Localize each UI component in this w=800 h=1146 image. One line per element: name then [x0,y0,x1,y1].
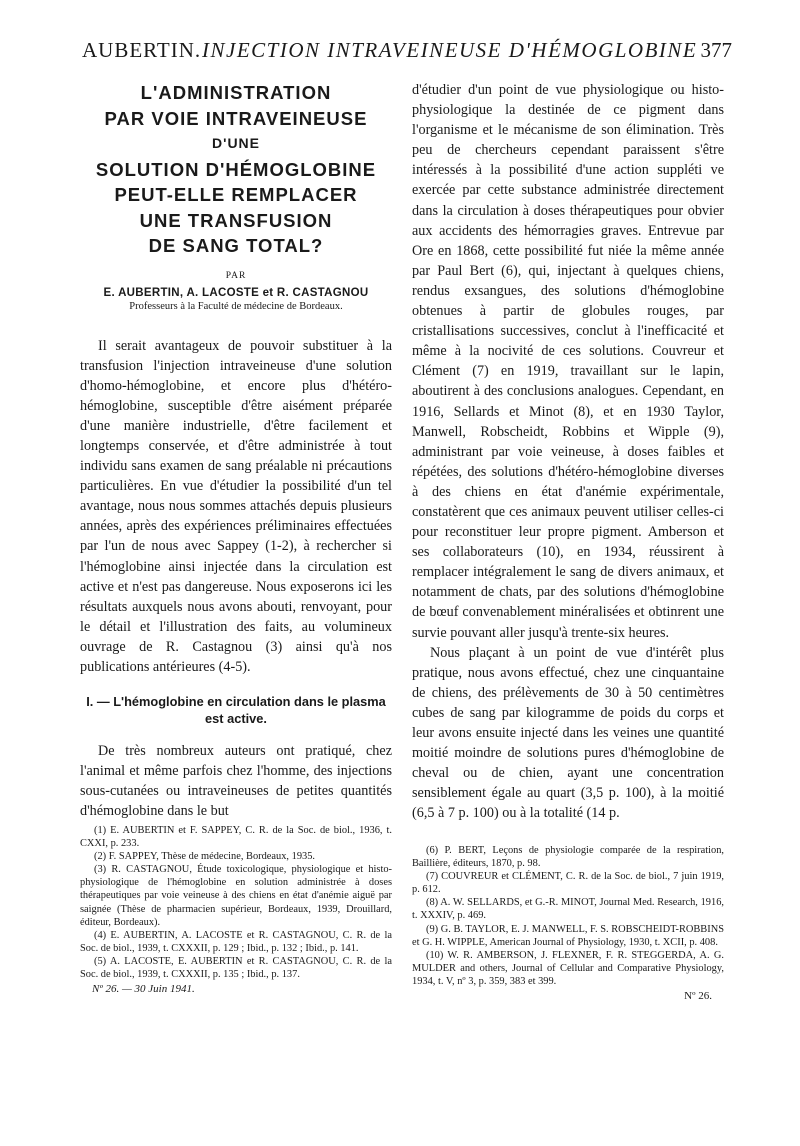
article-authors: E. AUBERTIN, A. LACOSTE et R. CASTAGNOU [103,286,369,299]
second-paragraph: Nous plaçant à un point de vue d'intérêt plus pratique, nous avons effectué, chez une cinquantaine de chiens, des prélèvements de 30 à 50 centimètres cubes de sang par kilogramme de poids du corps et leur avons ensuite injecté dans les veines une quantité moitié moindre de solutions pures d'hémoglobine de cheval ou de chien, ayant une concentration sensiblement égale au quart (3,5 p. 100), à la moitié (6,5 à 7 p. 100) ou à la totalité (14 p. [412,644,724,822]
title-line: SOLUTION D'HÉMOGLOBINE [95,158,377,180]
footnote: (5) A. LACOSTE, E. AUBERTIN et R. CASTAGNOU, C. R. de la Soc. de biol., 1939, t. CXXXII, p. 135 ; Ibid., p. 137. [80,955,392,981]
header-running-title: INJECTION INTRAVEINEUSE D'HÉMOGLOBINE [202,38,698,62]
footnote: (3) R. CASTAGNOU, Étude toxicologique, physiologique et histo-physiologique de l'hémoglobine en solution administrée à doses thérapeutiques par voie veineuse à des chiens en état d'anémie aiguë par saignée (Thèse de pharmacien supérieur, Bordeaux, 1939, Drouillard, éditeur, Bordeaux). [80,864,392,928]
footnotes-right [412,844,724,1003]
author-affiliation: Professeurs à la Faculté de médecine de Bordeaux. [129,300,343,312]
footnote: (8) A. W. SELLARDS, et G.-R. MINOT, Journal Med. Research, 1916, t. XXXIV, p. 469. [412,897,724,922]
intro-paragraph: Il serait avantageux de pouvoir substituer à la transfusion l'injection intraveineuse d'une solution d'homo-hémoglobine, et encore plus d'hétéro-hémoglobine, susceptible d'être aisément préparée d'une manière industrielle, d'être facilement et longtemps conservée, et d'être administrée à tout individu sans examen de sang préalable ni précautions particulières. En vue d'étudier la possibilité d'un tel avantage, nous nous sommes attachés depuis plusieurs années, après des expériences préliminaires effectuées par l'un de nous avec Sappey (1-2), à rechercher si l'hémoglobine ainsi injectée dans la circulation est active et n'est pas dangereuse. Nous exposerons ici les résultats auxquels nous avons abouti, renvoyant, pour le détail et l'illustration des faits, au volumineux ouvrage de R. Castagnou (3) ainsi qu'à nos publications antérieures (4-5). [80,337,392,675]
footnote: (2) F. SAPPEY, Thèse de médecine, Bordeaux, 1935. [94,851,315,863]
footnote: (4) E. AUBERTIN, A. LACOSTE et R. CASTAGNOU, C. R. de la Soc. de biol., 1939, t. CXXXII, p. 129 ; Ibid., p. 132 ; Ibid., p. 141. [80,929,392,954]
footnotes-left [80,824,392,996]
byline-par: PAR [225,270,247,281]
right-column [412,80,724,823]
page-number: 377 [700,38,732,62]
footnote: (1) E. AUBERTIN et F. SAPPEY, C. R. de la Soc. de biol., 1936, t. CXXI, p. 233. [80,825,392,850]
section-paragraph: De très nombreux auteurs ont pratiqué, chez l'animal et même parfois chez l'homme, des injections sous-cutanées ou intraveineuses de petites quantités d'hémoglobine dans le but [80,743,392,820]
running-header [82,38,732,72]
issue-footer: Nº 26. — 30 Juin 1941. [92,983,195,996]
footnote: (10) W. R. AMBERSON, J. FLEXNER, F. R. STEGGERDA, A. G. MULDER and others, Journal of Cellular and Comparative Physiology, 1934, t. V, nº 3, p. 359, 383 et 399. [412,949,724,987]
title-line: PEUT-ELLE REMPLACER [114,184,358,205]
issue-number: Nº 26. [684,990,712,1003]
left-column [80,80,392,821]
title-line: D'UNE [212,135,260,151]
footnote: (9) G. B. TAYLOR, E. J. MANWELL, F. S. ROBSCHEIDT-ROBBINS et G. H. WIPPLE, American Journal of Physiology, 1930, t. XCII, p. 408. [412,923,724,948]
footnote: (6) P. BERT, Leçons de physiologie comparée de la respiration, Baillière, éditeurs, 1870, p. 98. [412,845,724,870]
continuation-paragraph: d'étudier d'un point de vue physiologique ou histo-physiologique la destinée de ce pigment dans l'organisme et le mécanisme de son élimination. Très peu de chercheurs cependant paraissent s'être intéressés à la possibilité d'une action suppléti ve exercée par cette substance administrée directement dans la circulation à doses thérapeutiques pour obvier aux accidents des hémorragies graves. Entrevue par Ore en 1868, cette possibilité fut niée la même année par Paul Bert (6), qui, injectant à quelques chiens, rendus exsangues, des solutions d'hémoglobine obtenues à partir de globules rouges, par cristallisations successives, conclut à l'inefficacité et même à la nocivité de ces solutions. Couvreur et Clément (7) en 1919, travaillant sur le lapin, aboutirent à des conclusions analogues. Cependant, en 1916, Sellards et Minot (8), et en 1930 Taylor, Manwell, Robscheidt, Robbins et Wipple (9), administrant par voie veineuse, à doses faibles et répétées, des solutions d'hétéro-hémoglobine diverses à des chiens en état d'anémie expérimentale, constatèrent que ces animaux peuvent utiliser celles-ci pour reconstituer leur propre pigment. Amberson et ses collaborateurs (10), en 1934, réussirent à remplacer intégralement le sang de divers animaux, et notamment de chats, par des solutions d'hémoglobine de bœuf convenablement minéralisées et obtinrent une survie pouvant aller jusqu'à trente-six heures. [412,82,724,641]
title-line: DE SANG TOTAL? [148,235,324,256]
section-heading: I. — L'hémoglobine en circulation dans le plasma est active. [86,694,386,727]
footnote: (7) COUVREUR et CLÉMENT, C. R. de la Soc. de biol., 7 juin 1919, p. 612. [412,871,724,896]
title-line: PAR VOIE INTRAVEINEUSE [104,107,368,129]
article-title [80,80,392,259]
title-line: L'ADMINISTRATION [140,82,332,103]
header-author: AUBERTIN. [82,38,202,62]
title-line: UNE TRANSFUSION [139,209,333,231]
